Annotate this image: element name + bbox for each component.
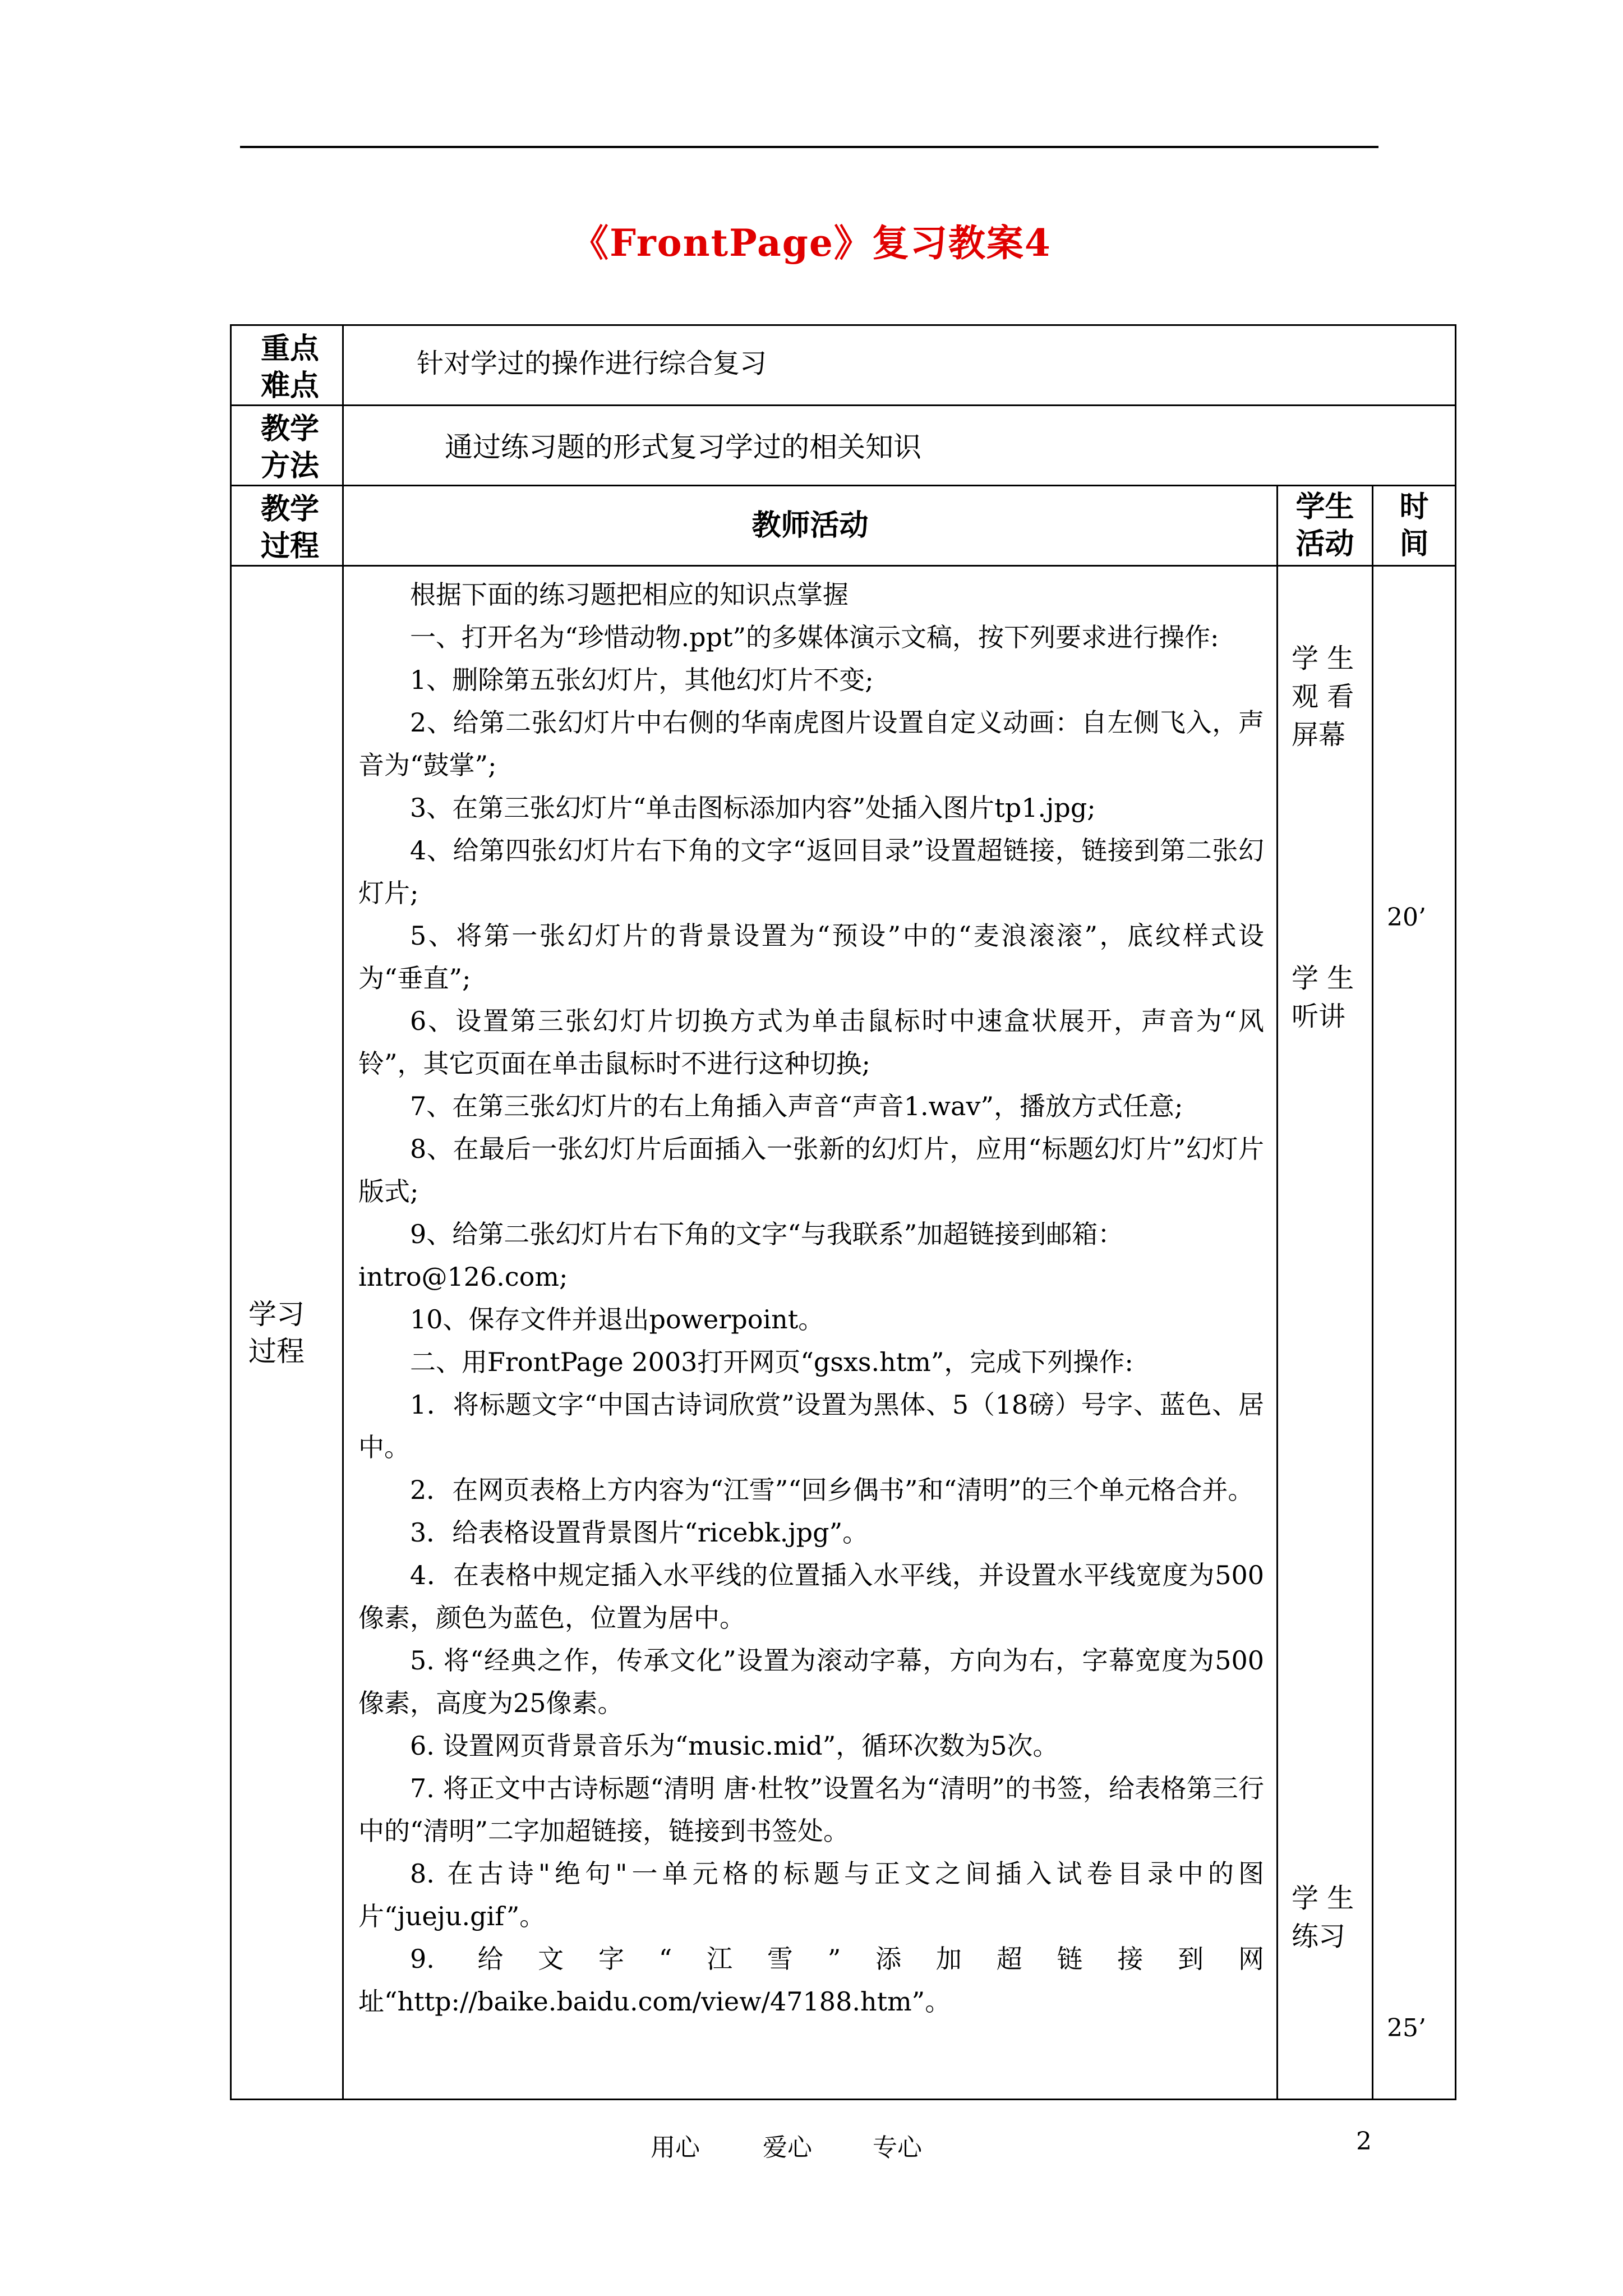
- exercise-paragraph: 3．给表格设置背景图片“ricebk.jpg”。: [410, 1517, 869, 1548]
- lesson-plan-table: [230, 324, 1456, 2100]
- exercise-paragraph: 9. 给文字“江雪”添加超链接到网址“http://baike.baidu.com/view/47188.htm”。: [358, 1944, 1264, 2017]
- page-title: 《FrontPage》复习教案4: [571, 221, 1052, 265]
- exercise-paragraph: 5、将第一张幻灯片的背景设置为“预设”中的“麦浪滚滚”，底纹样式设为“垂直”;: [358, 921, 1264, 993]
- student-activity-listen: 学 生 听讲: [1292, 963, 1354, 1032]
- page-number: 2: [1356, 2127, 1372, 2156]
- process-header-row: [231, 486, 1456, 566]
- footer-motto-3: 专心: [873, 2133, 922, 2162]
- header-rule: [240, 146, 1378, 148]
- process-label: 教学 过程: [231, 486, 343, 566]
- exercise-paragraph: 9、给第二张幻灯片右下角的文字“与我联系”加超链接到邮箱：: [410, 1219, 1124, 1249]
- exercise-paragraph: 6. 设置网页背景音乐为“music.mid”，循环次数为5次。: [410, 1731, 1059, 1761]
- footer-motto-2: 爱心: [763, 2133, 812, 2162]
- exercise-paragraph: 8、在最后一张幻灯片后面插入一张新的幻灯片，应用“标题幻灯片”幻灯片版式;: [358, 1134, 1264, 1207]
- student-activity-watch: 学 生 观 看 屏幕: [1292, 643, 1354, 751]
- exercise-paragraph: intro@126.com;: [358, 1262, 568, 1292]
- student-activity-practice: 学 生 练习: [1292, 1883, 1354, 1952]
- exercise-paragraph: 2、给第二张幻灯片中右侧的华南虎图片设置自定义动画：自左侧飞入，声音为“鼓掌”;: [358, 707, 1264, 780]
- student-activity-header: 学生 活动: [1278, 486, 1373, 566]
- exercise-paragraph: 10、保存文件并退出powerpoint。: [410, 1304, 824, 1335]
- exercise-paragraph: 5. 将“经典之作，传承文化”设置为滚动字幕，方向为右，字幕宽度为500像素，高度为25像素。: [358, 1645, 1264, 1718]
- key-points-label: 重点 难点: [231, 325, 343, 406]
- exercise-paragraph: 2．在网页表格上方内容为“江雪”“回乡偶书”和“清明”的三个单元格合并。: [410, 1475, 1254, 1505]
- time-value-2: 25’: [1387, 2014, 1426, 2042]
- exercise-paragraph: 一、打开名为“珍惜动物.ppt”的多媒体演示文稿，按下列要求进行操作:: [410, 622, 1219, 652]
- key-points-content: 针对学过的操作进行综合复习: [343, 325, 1456, 406]
- teacher-activity-header: 教师活动: [343, 486, 1278, 566]
- key-points-row: [231, 325, 1456, 406]
- time-column: [1373, 566, 1456, 2100]
- method-row: [231, 406, 1456, 486]
- exercise-paragraph: 4．在表格中规定插入水平线的位置插入水平线，并设置水平线宽度为500像素，颜色为蓝色，位置为居中。: [358, 1560, 1264, 1633]
- teacher-activity-content: [343, 566, 1278, 2100]
- exercise-paragraph: 二、用FrontPage 2003打开网页“gsxs.htm”，完成下列操作:: [410, 1347, 1133, 1377]
- exercise-paragraph: 3、在第三张幻灯片“单击图标添加内容”处插入图片tp1.jpg;: [410, 793, 1096, 823]
- method-content: 通过练习题的形式复习学过的相关知识: [343, 406, 1456, 486]
- time-header: 时 间: [1373, 486, 1456, 566]
- time-value-1: 20’: [1387, 903, 1426, 932]
- exercise-paragraph: 7、在第三张幻灯片的右上角插入声音“声音1.wav”，播放方式任意;: [410, 1091, 1183, 1121]
- exercise-paragraph: 1、删除第五张幻灯片，其他幻灯片不变;: [410, 665, 874, 695]
- phase-label: 学习 过程: [231, 566, 343, 2100]
- exercise-paragraph: 1．将标题文字“中国古诗词欣赏”设置为黑体、5（18磅）号字、蓝色、居中。: [358, 1389, 1264, 1462]
- student-activity-column: [1278, 566, 1373, 2100]
- exercise-paragraph: 6、设置第三张幻灯片切换方式为单击鼠标时中速盒状展开，声音为“风铃”，其它页面在单击鼠标时不进行这种切换;: [358, 1006, 1264, 1079]
- method-label: 教学 方法: [231, 406, 343, 486]
- exercise-paragraph: 4、给第四张幻灯片右下角的文字“返回目录”设置超链接，链接到第二张幻灯片;: [358, 835, 1264, 908]
- learning-process-row: [231, 566, 1456, 2100]
- exercise-paragraph: 7. 将正文中古诗标题“清明 唐·杜牧”设置名为“清明”的书签，给表格第三行中的“清明”二字加超链接，链接到书签处。: [358, 1773, 1264, 1846]
- exercise-paragraph: 根据下面的练习题把相应的知识点掌握: [410, 579, 849, 610]
- exercise-paragraph: 8. 在古诗"绝句"一单元格的标题与正文之间插入试卷目录中的图片“jueju.gif”。: [358, 1858, 1264, 1931]
- footer-motto-1: 用心: [651, 2133, 700, 2162]
